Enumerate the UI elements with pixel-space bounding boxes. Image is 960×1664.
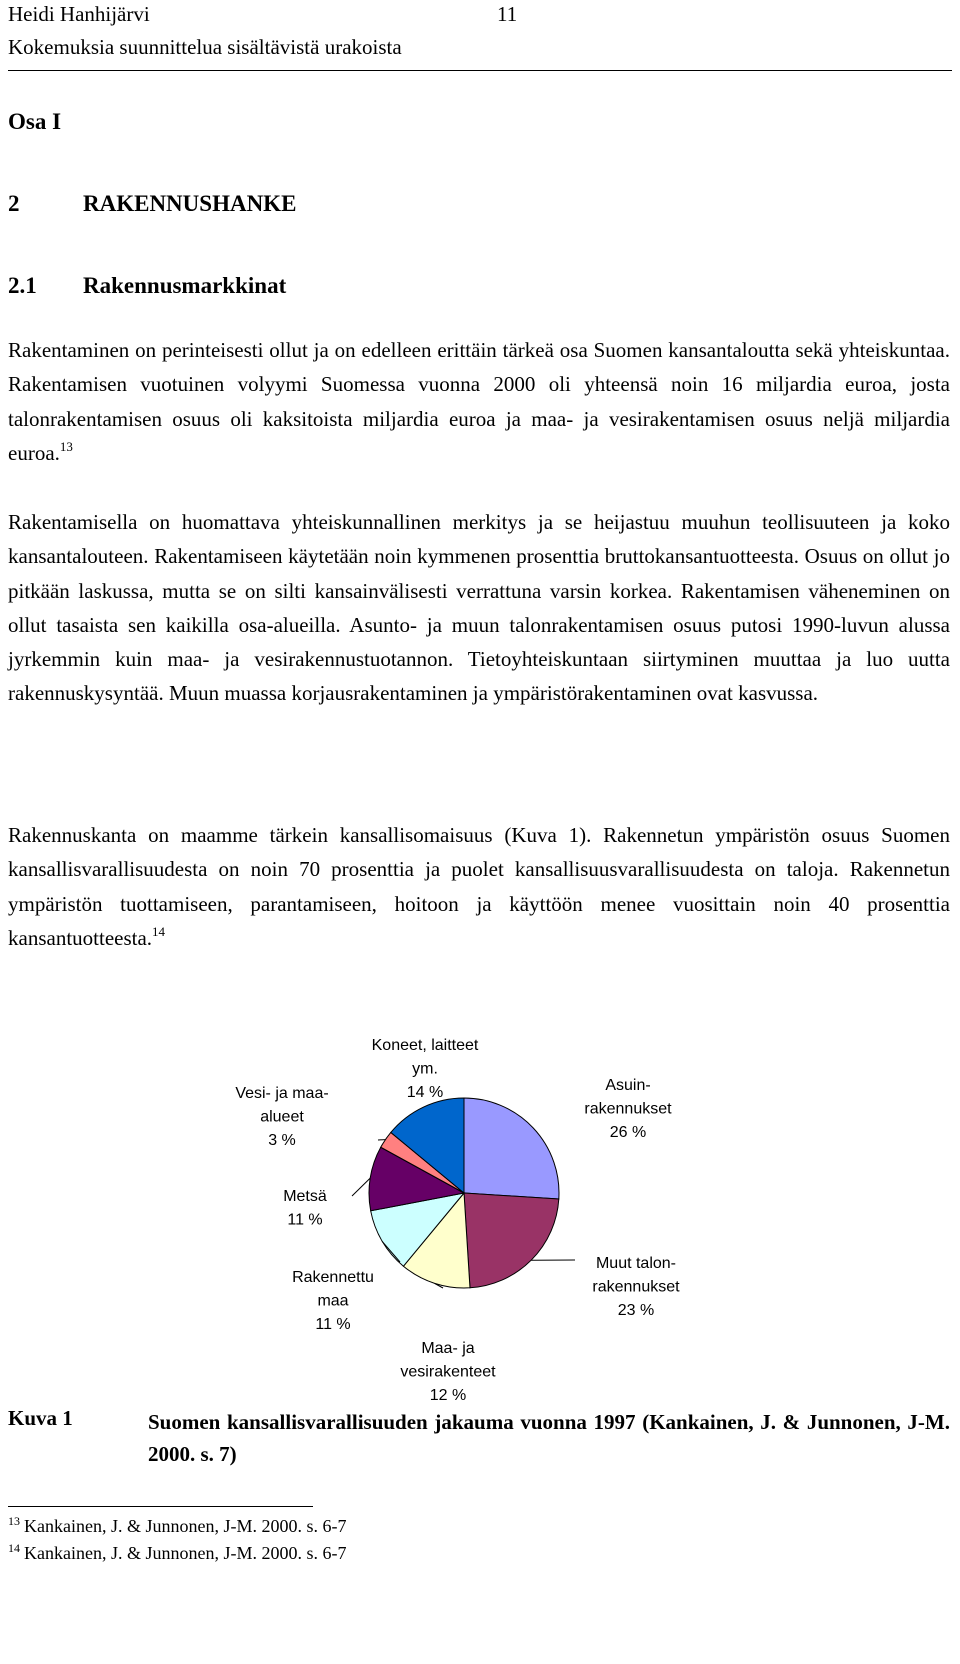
pie-label-4: Metsä 11 % [283,1188,327,1229]
pie-chart [180,1030,760,1460]
paragraph-2-text: Rakentamisella on huomattava yhteiskunnallinen merkitys ja se heijastuu muuhun teollisuuteen ja koko kansantalouteen. Rakentamiseen käytetään noin kymmenen prosenttia bruttokansantuotteesta. Osuus on ollut jo pitkään laskussa, mutta se on silti kansainvälisesti verrattuna varsin korkea. Rakentamisen väheneminen on ollut tasaista sen kaikilla osa-alueilla. Asunto- ja muun talonrakentamisen osuus putosi 1990-luvun alussa jyrkemmin kuin maa- ja vesirakennustuotannon. Tietoyhteiskuntaan siirtyminen muuttaa ja luo uutta rakennuskysyntää. Muun muassa korjausrakentaminen ja ympäristörakentaminen ovat kasvussa. [8,510,950,706]
footnote-14-text: Kankainen, J. & Junnonen, J-M. 2000. s. 6-7 [24,1543,347,1563]
footnote-13-text: Kankainen, J. & Junnonen, J-M. 2000. s. 6-7 [24,1516,347,1536]
running-header-title: Kokemuksia suunnittelua sisältävistä urakoista [8,35,402,59]
chapter-number: 2 [8,191,20,216]
paragraph-1-text: Rakentaminen on perinteisesti ollut ja on edelleen erittäin tärkeä osa Suomen kansantaloutta sekä yhteiskuntaa. Rakentamisen vuotuinen volyymi Suomessa vuonna 2000 oli yhteensä noin 16 miljardia euroa, josta talonrakentamisen osuus oli kaksitoista miljardia euroa ja maa- ja vesirakentamisen osuus neljä miljardia euroa. [8,338,950,465]
page-number: 11 [497,2,518,26]
pie-chart-svg [180,1030,760,1460]
part-heading: Osa I [8,109,62,134]
figure-caption-text: Suomen kansallisvarallisuuden jakauma vuonna 1997 (Kankainen, J. & Junnonen, J-M. 2000. s. 7) [148,1410,950,1466]
footnote-ref-14[interactable]: 14 [152,923,166,939]
footnote-14-marker: 14 [8,1541,20,1555]
header-rule [8,70,952,71]
paragraph-2 [8,505,950,711]
section-heading [8,273,286,299]
paragraph-3 [8,818,950,955]
chapter-title: RAKENNUSHANKE [83,191,297,216]
section-number: 2.1 [8,273,37,298]
paragraph-1 [8,333,950,470]
footnote-14 [8,1543,346,1564]
running-header-author: Heidi Hanhijärvi [8,2,150,26]
section-title: Rakennusmarkkinat [83,273,287,298]
footnote-ref-13[interactable]: 13 [59,438,73,454]
footnote-13-marker: 13 [8,1514,20,1528]
footnote-rule [8,1506,313,1507]
pie-label-0: Asuin-rakennukset 26 % [584,1077,672,1141]
figure-caption-label: Kuva 1 [8,1406,73,1430]
pie-slice-1 [464,1193,559,1288]
footnote-13 [8,1516,346,1537]
pie-slice-0 [464,1098,559,1199]
pie-label-1: Muut talon-rakennukset 23 % [592,1255,680,1319]
pie-leader-line-4 [352,1178,370,1196]
chapter-heading [8,191,296,217]
pie-label-5: Vesi- ja maa-alueet 3 % [235,1085,329,1149]
pie-label-3: Rakennettu maa 11 % [292,1269,374,1333]
paragraph-3-text: Rakennuskanta on maamme tärkein kansallisomaisuus (Kuva 1). Rakennetun ympäristön osuus Suomen kansallisvarallisuudesta on noin 70 prosenttia ja puolet kansallisuusvarallisuudesta on taloja. Rakennetun ympäristön tuottamiseen, parantamiseen, hoitoon ja käyttöön menee vuosittain noin 40 prosenttia kansantuotteesta. [8,823,950,950]
pie-label-6: Koneet, laitteet ym. 14 % [371,1037,479,1101]
pie-label-2: Maa- ja vesirakenteet 12 % [400,1340,496,1404]
